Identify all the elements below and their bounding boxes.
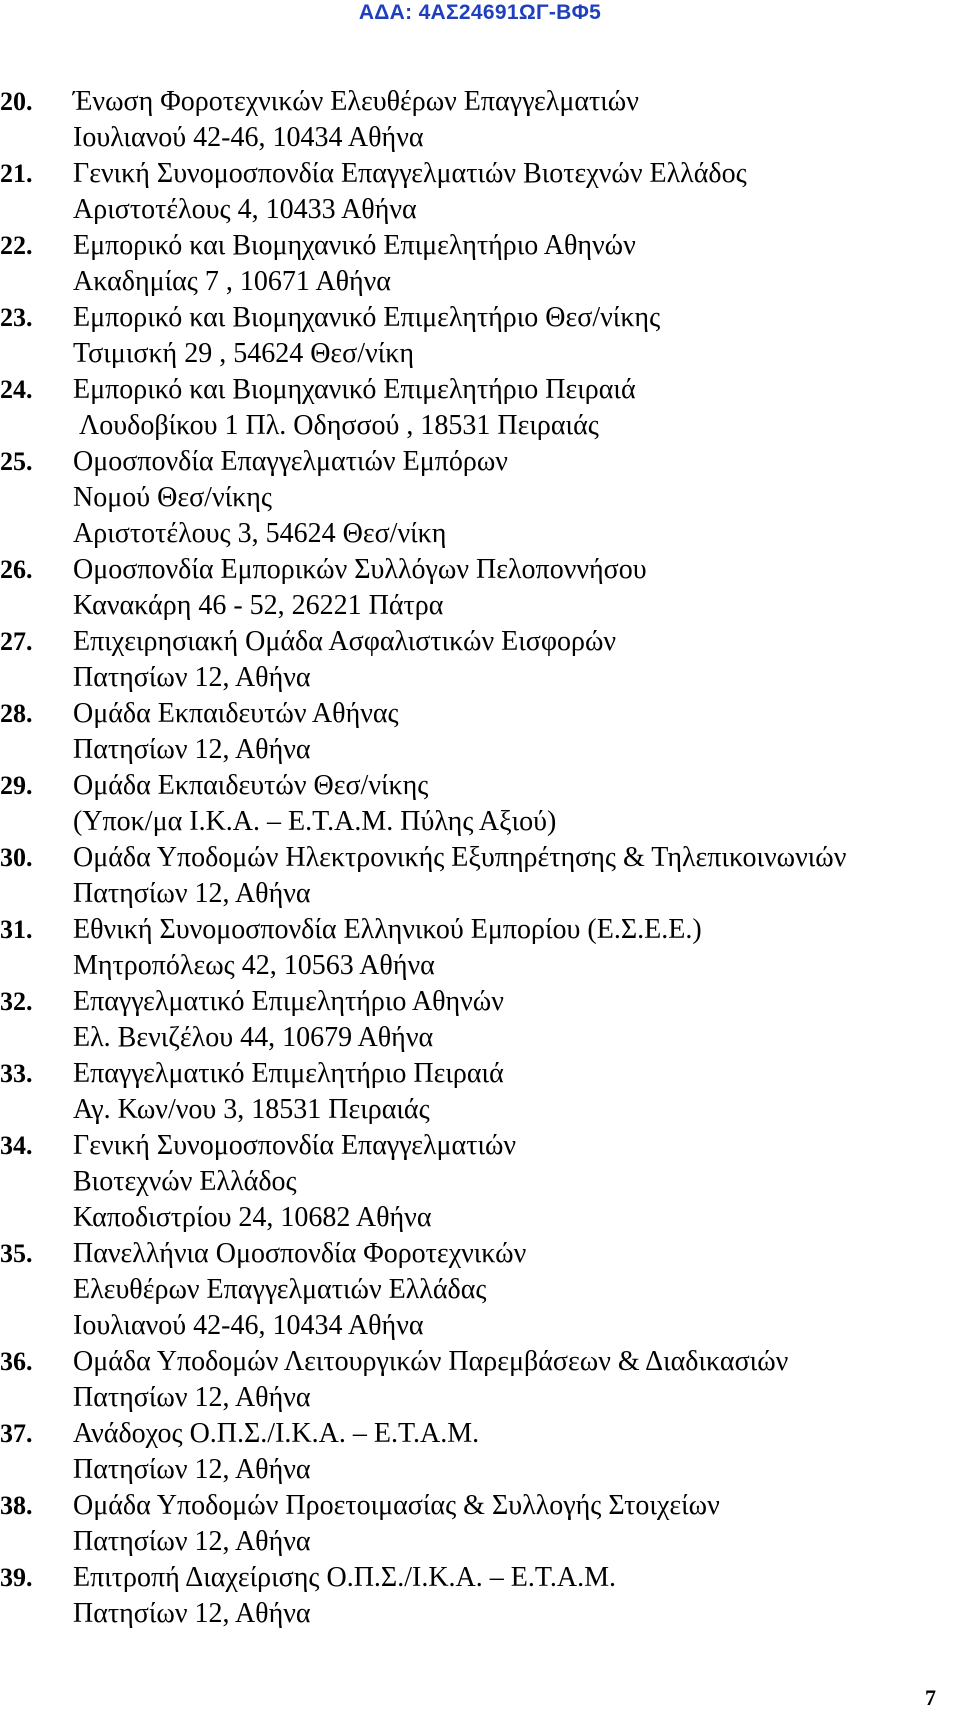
entry-number: 38. <box>0 1491 33 1520</box>
entry-number: 34. <box>0 1131 33 1160</box>
entry-organization: Ένωση Φοροτεχνικών Ελευθέρων Επαγγελματιών <box>73 86 639 117</box>
entry-number: 33. <box>0 1059 33 1088</box>
entry-number: 37. <box>0 1419 33 1448</box>
entry-organization: Εμπορικό και Βιομηχανικό Επιμελητήριο Αθηνών <box>73 230 636 261</box>
entry-organization: Ομάδα Υποδομών Λειτουργικών Παρεμβάσεων & Διαδικασιών <box>73 1346 789 1377</box>
list-item <box>0 156 960 228</box>
entry-number: 23. <box>0 303 33 332</box>
entry-organization: Ομάδα Εκπαιδευτών Αθήνας <box>73 698 399 729</box>
list-item <box>0 912 960 984</box>
entry-organization: Ομάδα Υποδομών Ηλεκτρονικής Εξυπηρέτησης & Τηλεπικοινωνιών <box>73 842 847 873</box>
entry-number: 24. <box>0 375 33 404</box>
entry-organization: Γενική Συνομοσπονδία Επαγγελματιών <box>73 1130 517 1161</box>
entry-detail-line: Βιοτεχνών Ελλάδος <box>73 1166 297 1197</box>
entry-detail-line: Καποδιστρίου 24, 10682 Αθήνα <box>73 1202 432 1233</box>
entry-number: 29. <box>0 771 33 800</box>
list-item <box>0 228 960 300</box>
entry-organization: Πανελλήνια Ομοσπονδία Φοροτεχνικών <box>73 1238 527 1269</box>
list-item <box>0 768 960 840</box>
entry-detail-line: Ακαδημίας 7 , 10671 Αθήνα <box>73 266 391 297</box>
entry-detail-line: Νομού Θεσ/νίκης <box>73 482 272 513</box>
entry-detail-line: Λουδοβίκου 1 Πλ. Οδησσού , 18531 Πειραιάς <box>79 410 599 441</box>
entry-number: 21. <box>0 159 33 188</box>
entry-detail-line: Πατησίων 12, Αθήνα <box>73 1526 311 1557</box>
entry-organization: Εμπορικό και Βιομηχανικό Επιμελητήριο Πειραιά <box>73 374 636 405</box>
entry-organization: Επαγγελματικό Επιμελητήριο Πειραιά <box>73 1058 504 1089</box>
entry-organization: Επιτροπή Διαχείρισης Ο.Π.Σ./Ι.Κ.Α. – Ε.Τ.Α.Μ. <box>73 1562 617 1593</box>
entry-number: 27. <box>0 627 33 656</box>
ada-code-header: ΑΔΑ: 4ΑΣ24691ΩΓ-ΒΦ5 <box>358 1 602 24</box>
entry-organization: Ομοσπονδία Επαγγελματιών Εμπόρων <box>73 446 508 477</box>
list-item <box>0 1560 960 1632</box>
list-item <box>0 1488 960 1560</box>
entry-number: 35. <box>0 1239 33 1268</box>
entry-number: 20. <box>0 87 33 116</box>
entry-detail-line: Κανακάρη 46 - 52, 26221 Πάτρα <box>73 590 444 621</box>
entry-detail-line: Αριστοτέλους 3, 54624 Θεσ/νίκη <box>73 518 447 549</box>
entry-detail-line: Πατησίων 12, Αθήνα <box>73 662 311 693</box>
entry-number: 25. <box>0 447 33 476</box>
entry-number: 22. <box>0 231 33 260</box>
entry-detail-line: Αριστοτέλους 4, 10433 Αθήνα <box>73 194 417 225</box>
entry-organization: Ομάδα Εκπαιδευτών Θεσ/νίκης <box>73 770 429 801</box>
page-number: 7 <box>925 1685 936 1710</box>
entry-number: 39. <box>0 1563 33 1592</box>
entry-detail-line: Πατησίων 12, Αθήνα <box>73 1382 311 1413</box>
entry-detail-line: Ελ. Βενιζέλου 44, 10679 Αθήνα <box>73 1022 434 1053</box>
list-item <box>0 552 960 624</box>
entry-number: 31. <box>0 915 33 944</box>
entry-organization: Επιχειρησιακή Ομάδα Ασφαλιστικών Εισφορών <box>73 626 617 657</box>
entry-detail-line: Τσιμισκή 29 , 54624 Θεσ/νίκη <box>73 338 414 369</box>
entry-organization: Ομάδα Υποδομών Προετοιμασίας & Συλλογής Στοιχείων <box>73 1490 720 1521</box>
list-item <box>0 696 960 768</box>
entry-detail-line: Πατησίων 12, Αθήνα <box>73 1598 311 1629</box>
list-item <box>0 1056 960 1128</box>
list-item <box>0 984 960 1056</box>
entry-number: 26. <box>0 555 33 584</box>
entry-detail-line: Μητροπόλεως 42, 10563 Αθήνα <box>73 950 435 981</box>
list-item <box>0 444 960 552</box>
list-item <box>0 1128 960 1236</box>
list-item <box>0 1344 960 1416</box>
entry-detail-line: Πατησίων 12, Αθήνα <box>73 1454 311 1485</box>
list-item <box>0 1416 960 1488</box>
entry-detail-line: Πατησίων 12, Αθήνα <box>73 734 311 765</box>
entry-organization: Εμπορικό και Βιομηχανικό Επιμελητήριο Θεσ/νίκης <box>73 302 661 333</box>
list-item <box>0 372 960 444</box>
entry-detail-line: Ιουλιανού 42-46, 10434 Αθήνα <box>73 122 424 153</box>
list-item <box>0 300 960 372</box>
entry-organization: Ομοσπονδία Εμπορικών Συλλόγων Πελοποννήσου <box>73 554 647 585</box>
entry-organization: Εθνική Συνομοσπονδία Ελληνικού Εμπορίου (Ε.Σ.Ε.Ε.) <box>73 914 702 945</box>
entry-detail-line: Αγ. Κων/νου 3, 18531 Πειραιάς <box>73 1094 430 1125</box>
list-item <box>0 84 960 156</box>
list-item <box>0 840 960 912</box>
entry-number: 32. <box>0 987 33 1016</box>
entry-organization: Γενική Συνομοσπονδία Επαγγελματιών Βιοτεχνών Ελλάδος <box>73 158 747 189</box>
entry-number: 30. <box>0 843 33 872</box>
entry-number: 28. <box>0 699 33 728</box>
list-item <box>0 1236 960 1344</box>
entry-detail-line: Ιουλιανού 42-46, 10434 Αθήνα <box>73 1310 424 1341</box>
entry-detail-line: Πατησίων 12, Αθήνα <box>73 878 311 909</box>
entry-organization: Ανάδοχος Ο.Π.Σ./Ι.Κ.Α. – Ε.Τ.Α.Μ. <box>73 1418 480 1449</box>
entry-organization: Επαγγελματικό Επιμελητήριο Αθηνών <box>73 986 504 1017</box>
entry-number: 36. <box>0 1347 33 1376</box>
entry-detail-line: (Υποκ/μα Ι.Κ.Α. – Ε.Τ.Α.Μ. Πύλης Αξιού) <box>73 806 557 837</box>
recipient-list <box>0 84 960 1632</box>
entry-detail-line: Ελευθέρων Επαγγελματιών Ελλάδας <box>73 1274 487 1305</box>
list-item <box>0 624 960 696</box>
